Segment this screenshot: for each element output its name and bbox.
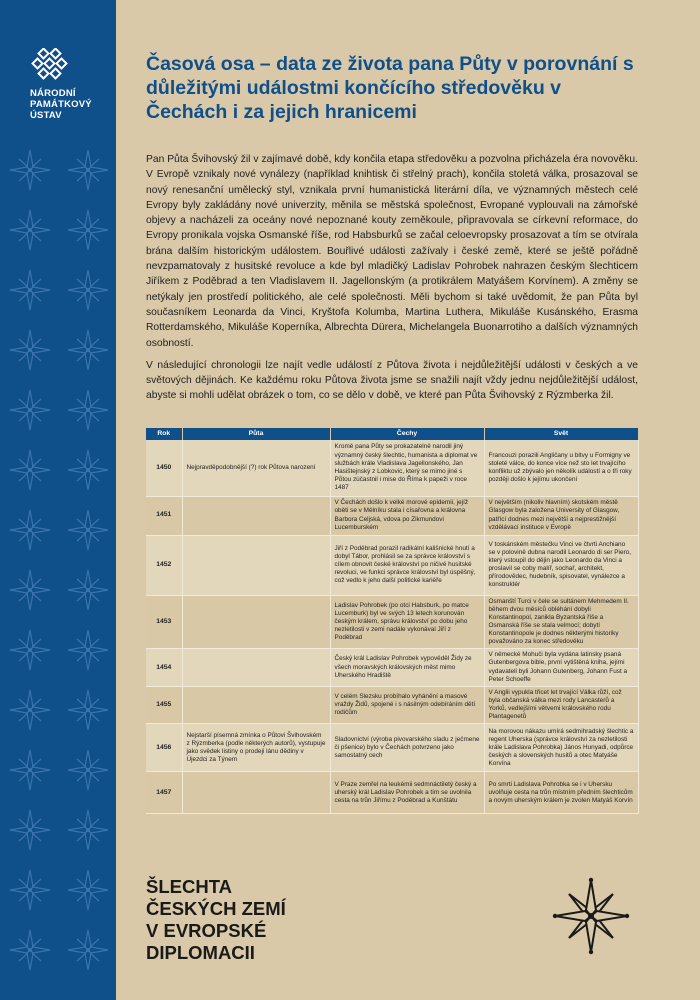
table-row <box>146 595 638 649</box>
intro-text <box>146 152 638 411</box>
puta-cell: Nejstarší písemná zmínka o Půtovi Švihovském z Rýzmberka (podle některých autorů), vystupuje jako svědek listiny o prodeji lánu dědiny v Újezdci za Týnem <box>182 724 330 772</box>
year-cell: 1452 <box>146 535 182 595</box>
puta-cell <box>182 595 330 649</box>
cechy-cell: V celém Slezsku probíhalo vyhánění a masové vraždy Židů, spojené i s násilným odebíráním dětí rodičům <box>330 687 484 724</box>
year-cell: 1457 <box>146 772 182 814</box>
npu-logo-icon <box>30 48 90 84</box>
timeline-table <box>146 428 639 814</box>
svet-cell: Na morovou nákazu umírá sedmihradský šlechtic a regent Uherska (správce království za nezletilosti krále Ladislava Pohrobka) János Hunyadi, odpůrce českých a slovenských husitů a otec Matyáše Korvína <box>484 724 638 772</box>
compass-pattern <box>0 0 116 1000</box>
svet-cell: V největším (nikoliv hlavním) skotském městě Glasgow byla založena University of Glasgow, patřící dodnes mezi největší a nejprestižnější vzdělávací instituce v Evropě <box>484 496 638 535</box>
cechy-cell: V Čechách došlo k velké morové epidemii, jejíž oběti se v Mělníku stala i císařovna a královna Barbora Celjská, vdova po Zikmundovi Lucemburském <box>330 496 484 535</box>
puta-cell <box>182 535 330 595</box>
cechy-cell: Kromě pana Půty se prokazatelně narodil jiný významný český šlechtic, humanista a diplomat ve službách krále Vladislava Jagellonského, Jan Hasištejnský z Lobkovic, který se mimo jiné s Půtou zúčastnil i mise do Říma k papeži v roce 1487 <box>330 440 484 496</box>
institution-name <box>30 88 92 121</box>
svet-cell: Po smrti Ladislava Pohrobka se i v Uhersku uvolňuje cesta na trůn místním předním šlechticům a novým uherským králem je zvolen Matyáš Korvín <box>484 772 638 814</box>
page-title: Časová osa – data ze života pana Půty v porovnání s důležitými událostmi končícího středověku v Čechách i za jejich hranicemi <box>146 53 634 123</box>
puta-cell <box>182 496 330 535</box>
column-header-year: Rok <box>146 428 182 440</box>
series-title-line: ŠLECHTA <box>146 876 232 897</box>
svet-cell: Osmanští Turci v čele se sultánem Mehmedem II. během dvou měsíců obléhání dobyli Konstantinopol, zanikla Byzantská říše a Osmanská říše se stala velmocí; dobytí Konstantinopole je dodnes některými historiky považováno za konec středověku <box>484 595 638 649</box>
year-cell: 1455 <box>146 687 182 724</box>
table-row <box>146 649 638 687</box>
puta-cell <box>182 687 330 724</box>
svet-cell: V toskánském městečku Vinci ve čtvrti Anchiano se v polovině dubna narodil Leonardo di ser Piero, který vstoupil do dějin jako Leonardo da Vinci a proslavil se coby malíř, sochař, architekt, přírodovědec, hudebník, spisovatel, vynálezce a konstruktér <box>484 535 638 595</box>
series-title-line: V EVROPSKÉ <box>146 920 267 941</box>
column-header-svet: Svět <box>484 428 638 440</box>
compass-rose-icon <box>551 876 631 956</box>
year-cell: 1454 <box>146 649 182 687</box>
year-cell: 1450 <box>146 440 182 496</box>
sidebar <box>0 0 116 1000</box>
table-row <box>146 535 638 595</box>
svet-cell: Francouzi porazili Angličany u bitvy u Formigny ve stoleté válce, do konce více než sto let trvajícího konfliktu už zbývalo jen několik událostí a o tři roky později došlo k jejímu ukončení <box>484 440 638 496</box>
cechy-cell: Český král Ladislav Pohrobek vypověděl Židy ze všech moravských královských měst mimo Uherského Hradiště <box>330 649 484 687</box>
intro-paragraph: V následující chronologii lze najít vedle událostí z Půtova života i nejdůležitější události v českých a ve světových dějinách. Ke každému roku Půtova života jsme se snažili najít vždy jednu nejdůležitější událost, abyste si mohli udělat obrázek o tom, co se dělo v době, ve které pan Půta Švihovský z Rýzmberka žil. <box>146 359 638 402</box>
table-row <box>146 724 638 772</box>
series-title-line: DIPLOMACII <box>146 942 255 963</box>
puta-cell <box>182 649 330 687</box>
table-row <box>146 496 638 535</box>
year-cell: 1456 <box>146 724 182 772</box>
puta-cell <box>182 772 330 814</box>
institution-line: ÚSTAV <box>30 110 62 121</box>
series-title-line: ČESKÝCH ZEMÍ <box>146 898 286 919</box>
cechy-cell: Sladovnictví (výroba pivovarského sladu z ječmene či pšenice) bylo v Čechách potvrzeno jako samostatný cech <box>330 724 484 772</box>
intro-paragraph: Pan Půta Švihovský žil v zajímavé době, kdy končila etapa středověku a pozvolna přicházela éra novověku. V Evropě vznikaly nové vynálezy (například knihtisk či střelný prach), končila stoletá válka, prosazoval se nový renesanční umělecký styl, vznikala první humanistická literární díla, ve významných městech celé Evropy byly zakládány nové univerzity, měnila se městská společnost, Evropané vyplouvali na zámořské objevy a nacházeli za oceány nové nepoznané kouty zeměkoule, připravovala se církevní reformace, do Evropy pronikala vojska Osmanské říše, rod Habsburků se začal celoevropsky prosazovat a tím se otvírala brána dalším historickým událostem. Bouřlivé události zažívaly i české země, které se ještě pořádně nevzpamatovaly z husitské revoluce a kde byl mladičký Ladislav Pohrobek nahrazen českým šlechticem Jiříkem z Poděbrad a ten Vladislavem II. Jagellonským (a protikrálem Matyášem Korvínem). A změny se netýkaly jen prostředí politického, ale celé společnosti. Měli bychom si také uvědomit, že pan Půta byl současníkem Leonarda da Vinci, Kryštofa Kolumba, Martina Luthera, Mikuláše Kusánského, Erasma Rotterdamského, Mikuláše Koperníka, Albrechta Dürera, Michelangela Buonarrotiho a dalších významných osobností. <box>146 154 638 349</box>
cechy-cell: Jiří z Poděbrad porazil radikální kališnické hnutí a dobyl Tábor, prohlásil se za správce království s cílem obnovit české království po ničivé husitské revoluci, ve funkci správce království byl úspěšný, což vedlo k jeho další politické kariéře <box>330 535 484 595</box>
institution-line: PAMÁTKOVÝ <box>30 99 92 110</box>
column-header-cechy: Čechy <box>330 428 484 440</box>
svet-cell: V Anglii vypukla třicet let trvající Válka růží, což byla občanská válka mezi rody Lancasterů a Yorků, vedlejšími větvemi královského rodu Plantagenetů <box>484 687 638 724</box>
institution-line: NÁRODNÍ <box>30 88 76 99</box>
puta-cell: Nejpravděpodobnější (?) rok Půtova narození <box>182 440 330 496</box>
year-cell: 1453 <box>146 595 182 649</box>
table-header-row <box>146 428 638 440</box>
series-title <box>146 876 446 964</box>
svet-cell: V německé Mohuči byla vydána latinsky psaná Gutenbergova bible, první vytištěná kniha, jejími vydavateli byli Johann Gutenberg, Johann Fust a Peter Schoeffe <box>484 649 638 687</box>
table-row <box>146 772 638 814</box>
year-cell: 1451 <box>146 496 182 535</box>
column-header-puta: Půta <box>182 428 330 440</box>
cechy-cell: Ladislav Pohrobek (po otci Habsburk, po matce Lucemburk) byl ve svých 13 letech korunován českým králem, správu království po dobu jeho nezletilosti v zemi nadále vykonával Jiří z Poděbrad <box>330 595 484 649</box>
table-row <box>146 687 638 724</box>
table-row <box>146 440 638 496</box>
cechy-cell: V Praze zemřel na leukémii sedmnáctiletý český a uherský král Ladislav Pohrobek a tím se uvolnila cesta na trůn Jiřímu z Poděbrad a Kunštátu <box>330 772 484 814</box>
